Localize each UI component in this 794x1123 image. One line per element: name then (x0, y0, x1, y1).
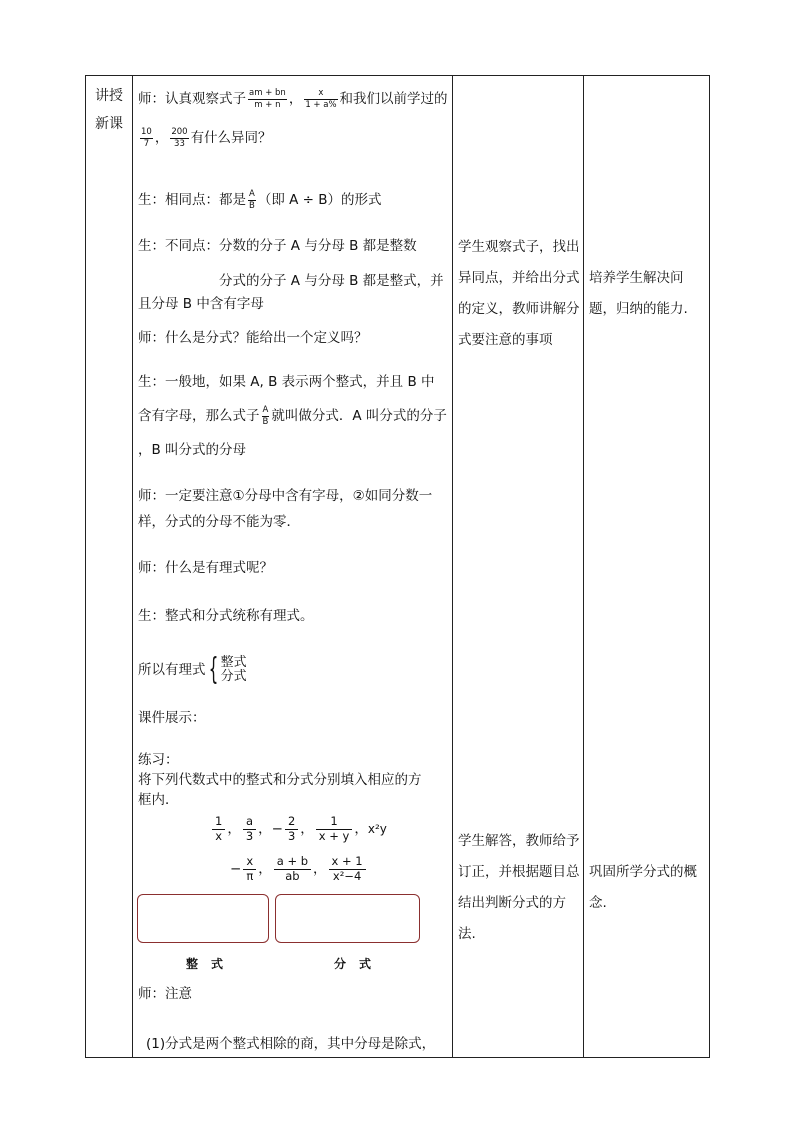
column-divider-2 (452, 76, 453, 1057)
main-line-20: 师：注意 (138, 986, 192, 1002)
expr-x1-x24: $\frac{x + 1}{\text{x²−4}}$ (329, 855, 366, 883)
fraction-x-1a: $\frac{x}{1 + a\%}$ (305, 88, 337, 110)
expr-ab-ab: $\frac{a + b}{ab}$ (274, 855, 311, 883)
lesson-table (85, 75, 710, 1058)
student-activity-1: 学生观察式子，找出异同点，并给出分式的定义，教师讲解分式要注意的事项 (458, 239, 580, 348)
student-activity-2: 学生解答，教师给予订正，并根据题目总结出判断分式的方法. (458, 833, 580, 942)
exercise-row-2: − $\frac{x}{\pi}$ ， $\frac{a + b}{ab}$ ， $\frac{x + 1}{\text{x²−4}}$ (230, 852, 368, 886)
expr-neg-x-pi: $\frac{x}{\pi}$ (243, 855, 256, 883)
fractional-expression-box[interactable] (275, 894, 420, 943)
main-line-10: ，B 叫分式的分母 (138, 442, 247, 458)
expr-1-x: $\frac{1}{x}$ (212, 815, 225, 843)
main-line-7: 师：什么是分式？能给出一个定义吗？ (138, 330, 368, 346)
brace-items: 整式 分式 (220, 655, 247, 684)
main-line-5: 分式的分子 A 与分母 B 都是整式，并 (219, 273, 444, 289)
design-intent-2: 巩固所学分式的概念. (589, 864, 697, 911)
main-line-15: 所以有理式{ 整式 分式 (138, 652, 247, 687)
expr-a-3: $\frac{a}{3}$ (243, 815, 256, 843)
main-line-11: 师：一定要注意①分母中含有字母，②如同分数一 (138, 488, 433, 504)
section-label: 讲授 新课 (95, 88, 123, 132)
fraction-a-b-2: $\frac{A}{B}$ (262, 405, 269, 427)
expr-neg-2-3: $\frac{2}{3}$ (285, 815, 298, 843)
main-line-6: 且分母 B 中含有字母 (138, 296, 264, 312)
main-line-13: 师：什么是有理式呢？ (138, 560, 273, 576)
main-line-12: 样，分式的分母不能为零． (138, 514, 300, 530)
expr-x2y: x²y (367, 822, 387, 836)
main-line-21: (1)分式是两个整式相除的商，其中分母是除式， (146, 1036, 436, 1052)
main-line-1: 师：认真观察式子 $\frac{am + bn}{m + n}$ ， $\frac{x}{1 + a\%}$ 和我们以前学过的 (138, 88, 448, 110)
fraction-10-7: $\frac{10}{7}$ (141, 127, 152, 149)
fraction-am-bn: $\frac{am + bn}{m + n}$ (249, 88, 286, 110)
main-line-8: 生：一般地，如果 A, B 表示两个整式，并且 B 中 (138, 374, 435, 390)
exercise-row-1: $\frac{1}{x}$ ， $\frac{a}{3}$ ，− $\frac{2}{3}$ ， $\frac{1}{x + y}$ ，x²y (210, 812, 387, 846)
design-intent-1: 培养学生解决问题，归纳的能力. (589, 270, 688, 317)
fraction-a-b: $\frac{A}{B}$ (249, 189, 255, 211)
main-line-18: 将下列代数式中的整式和分式分别填入相应的方 (138, 772, 422, 788)
main-line-4: 生：不同点：分数的分子 A 与分母 B 都是整数 (138, 238, 417, 254)
column-divider-1 (132, 76, 133, 1057)
main-line-9: 含有字母，那么式子 $\frac{A}{B}$ 就叫做分式．A 叫分式的分子 (138, 405, 447, 427)
main-line-14: 生：整式和分式统称有理式。 (138, 608, 314, 624)
main-line-3: 生：相同点：都是 $\frac{A}{B}$ （即 A ÷ B）的形式 (138, 189, 382, 211)
column-divider-3 (583, 76, 584, 1057)
fraction-200-33: $\frac{200}{33}$ (171, 127, 188, 149)
main-line-16: 课件展示： (138, 710, 206, 726)
integral-expression-box[interactable] (137, 894, 269, 943)
brace-symbol: { (208, 652, 218, 687)
fractional-box-label: 分 式 (334, 957, 372, 971)
main-line-19: 框内． (138, 792, 179, 808)
main-line-2: $\frac{10}{7}$ ， $\frac{200}{33}$ 有什么异同？ (141, 127, 272, 149)
integral-box-label: 整 式 (186, 957, 224, 971)
main-line-17: 练习： (138, 752, 179, 768)
expr-1-xy: $\frac{1}{x + y}$ (316, 815, 353, 843)
